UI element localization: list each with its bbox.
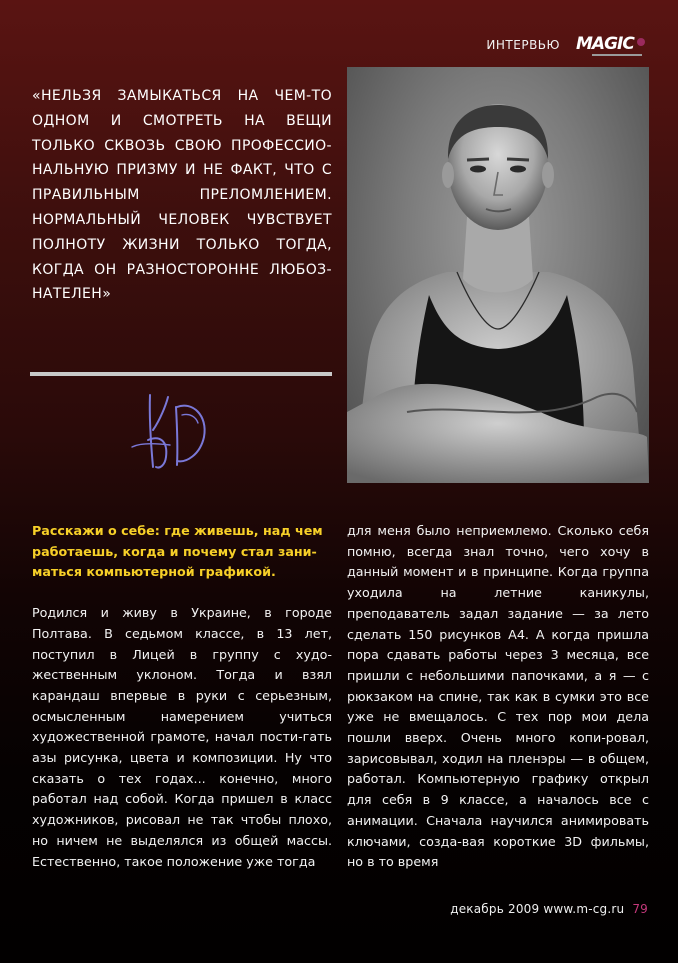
magic-logo <box>576 34 648 56</box>
page-number: 79 <box>632 902 648 916</box>
interview-question: Расскажи о себе: где живешь, над чем работаешь, когда и почему стал зани-маться компьютерной графикой. <box>32 523 323 580</box>
logo-dot-icon <box>637 38 645 46</box>
quote-divider <box>30 372 332 376</box>
answer-paragraph-right: для меня было неприемлемо. Сколько себя помню, всегда знал точно, чего хочу в данный момент и в принципе. Когда группа уходила на летние каникулы, преподаватель задал задание — за лето сделать 150 рисунков А4. А когда пришла пора сдавать работы через 3 месяца, все пришли с небольшими папочками, а я — с рюкзаком на спине, так как в сумки это все уже не вмещалось. С тех пор мои дела пошли вверх. Очень много копи-ровал, зарисовывал, ходил на пленэры — в общем, работал. Компьютерную графику открыл для себя в 9 классе, а началось все с анимации. Сначала научился анимировать ключами, созда-вая короткие 3D фильмы, но в то время <box>347 523 649 870</box>
logo-text: MAGIC <box>576 34 634 54</box>
pull-quote: «НЕЛЬЗЯ ЗАМЫКАТЬСЯ НА ЧЕМ-ТО ОДНОМ И СМОТРЕТЬ НА ВЕЩИ ТОЛЬКО СКВОЗЬ СВОЮ ПРОФЕССИО-НАЛЬНУЮ ПРИЗМУ И НЕ ФАКТ, ЧТО С ПРАВИЛЬНЫМ ПРЕЛОМЛЕНИЕМ. НОРМАЛЬНЫЙ ЧЕЛОВЕК ЧУВСТВУЕТ ПОЛНОТУ ЖИЗНИ ТОЛЬКО ТОГДА, КОГДА ОН РАЗНОСТОРОННЕ ЛЮБОЗ-НАТЕЛЕН» <box>32 88 332 303</box>
portrait-illustration <box>347 67 649 483</box>
page-footer <box>450 902 648 916</box>
portrait-photo <box>347 67 649 483</box>
answer-paragraph-left: Родился и живу в Украине, в городе Полтава. В седьмом классе, в 13 лет, поступил в Лицей в группу с худо-жественным уклоном. Тогда и взял карандаш впервые в руки с серьезным, осмысленным намерением учиться художественной грамоте, начал пости-гать азы рисунка, цвета и композиции. Ну что сказать о тех годах... конечно, много работал над собой. Когда пришел в класс художников, рисовал не так чтобы плохо, но ничем не выделялся из общей массы. Естественно, такое положение уже тогда <box>32 605 332 869</box>
signature-icon <box>120 385 230 480</box>
article-column-left <box>32 521 332 872</box>
page-header <box>486 34 648 56</box>
section-label: ИНТЕРВЬЮ <box>486 38 560 52</box>
logo-underline <box>592 54 642 56</box>
article-column-right <box>347 521 649 873</box>
issue-date: декабрь 2009 <box>450 902 540 916</box>
site-link[interactable]: www.m-cg.ru <box>543 902 625 916</box>
